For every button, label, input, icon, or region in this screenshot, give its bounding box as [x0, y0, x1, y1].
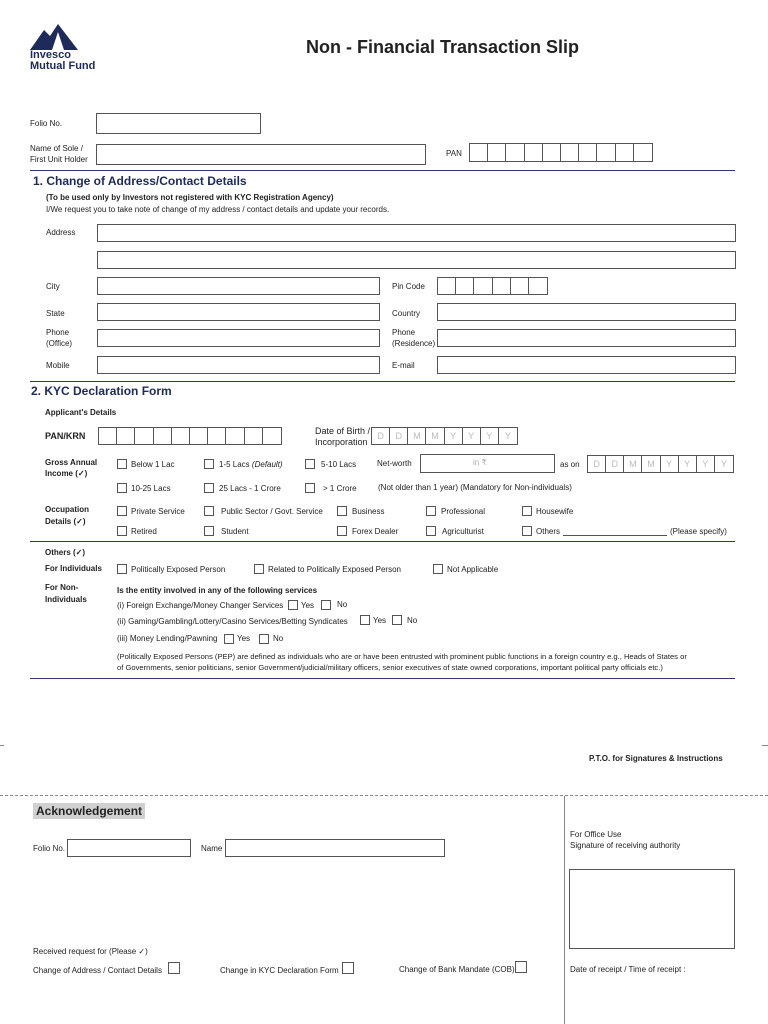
q1-no-checkbox[interactable]	[321, 600, 331, 610]
q2-label: (ii) Gaming/Gambling/Lottery/Casino Services/Betting Syndicates	[117, 617, 348, 626]
not-applicable-label: Not Applicable	[447, 565, 499, 574]
tear-off-line	[0, 795, 768, 796]
income-5-10-lacs-checkbox[interactable]	[305, 459, 315, 469]
state-field[interactable]	[97, 303, 380, 321]
ack-folio-label: Folio No.	[33, 844, 66, 853]
right-edge-mark	[762, 745, 768, 746]
ack-opt-cob-label: Change of Bank Mandate (COB)	[399, 965, 515, 974]
pep-label: Politically Exposed Person	[131, 565, 226, 574]
income-25-lacs-1-crore-checkbox[interactable]	[204, 483, 214, 493]
occ-business-checkbox[interactable]	[337, 506, 347, 516]
pep-definition-2: of Governments, senior politicians, senior Government/judicial/military officers, senior executives of state owned corporations, important political party officials etc.)	[117, 663, 663, 672]
dob-year-3: Y	[481, 428, 499, 444]
state-label: State	[46, 309, 65, 318]
occ-forex-dealer-label: Forex Dealer	[352, 527, 399, 536]
phone-residence-label-1: Phone	[392, 328, 416, 337]
networth-field[interactable]	[420, 454, 555, 473]
email-label: E-mail	[392, 361, 415, 370]
dob-month-1: M	[408, 428, 426, 444]
asof-year-3: Y	[697, 456, 715, 472]
income-1-5-lacs-checkbox[interactable]	[204, 459, 214, 469]
address-label: Address	[46, 228, 76, 237]
pan-field[interactable]	[469, 143, 653, 162]
income-label-1: Gross Annual	[45, 458, 98, 467]
related-pep-checkbox[interactable]	[254, 564, 264, 574]
income-below-1-lac-checkbox[interactable]	[117, 459, 127, 469]
asof-month-2: M	[642, 456, 660, 472]
others-label: Others (✓)	[45, 548, 86, 557]
ack-opt-cob-checkbox[interactable]	[515, 961, 527, 973]
phone-residence-label-2: (Residence)	[392, 339, 436, 348]
ack-opt-kyc-label: Change in KYC Declaration Form	[220, 966, 339, 975]
phone-office-label-1: Phone	[46, 328, 70, 337]
income-above-1-crore-checkbox[interactable]	[305, 483, 315, 493]
ack-folio-field[interactable]	[67, 839, 191, 857]
income-25-lacs-1-crore-label: 25 Lacs - 1 Crore	[219, 484, 281, 493]
section2-bottom-rule	[30, 678, 735, 679]
q1-yes-label: Yes	[301, 601, 315, 610]
asof-day-2: D	[606, 456, 624, 472]
occ-student-label: Student	[221, 527, 249, 536]
email-field[interactable]	[437, 356, 736, 374]
income-label-2: Income (✓)	[45, 469, 88, 478]
dob-month-2: M	[426, 428, 444, 444]
q1-yes-checkbox[interactable]	[288, 600, 298, 610]
mobile-field[interactable]	[97, 356, 380, 374]
pan-krn-field[interactable]	[98, 427, 282, 445]
occ-others-label: Others	[536, 527, 561, 536]
dob-day-1: D	[372, 428, 390, 444]
holder-name-field[interactable]	[96, 144, 426, 165]
address-line2-field[interactable]	[97, 251, 736, 269]
pin-field[interactable]	[437, 277, 548, 295]
income-1-5-lacs-label: 1-5 Lacs (Default)	[219, 460, 283, 469]
pep-definition-1: (Politically Exposed Persons (PEP) are defined as individuals who are or have been entrusted with prominent public functions in a foreign country e.g., Heads of States or	[117, 652, 687, 661]
please-specify-label: (Please specify)	[670, 527, 727, 536]
phone-office-field[interactable]	[97, 329, 380, 347]
occ-student-checkbox[interactable]	[204, 526, 214, 536]
default-tag: (Default)	[251, 460, 283, 469]
brand-name-line2: Mutual Fund	[30, 60, 96, 72]
pan-label: PAN	[446, 149, 462, 158]
income-10-25-lacs-label: 10-25 Lacs	[131, 484, 171, 493]
for-individuals-label: For Individuals	[45, 564, 102, 573]
asof-day-1: D	[588, 456, 606, 472]
q1-no-label: No	[337, 600, 348, 609]
occ-retired-label: Retired	[131, 527, 157, 536]
office-use-label: For Office Use	[570, 830, 622, 839]
city-label: City	[46, 282, 60, 291]
q2-yes-label: Yes	[373, 616, 387, 625]
pin-label: Pin Code	[392, 282, 425, 291]
q3-no-checkbox[interactable]	[259, 634, 269, 644]
date-of-receipt-label: Date of receipt / Time of receipt :	[570, 965, 686, 974]
entity-question: Is the entity involved in any of the following services	[117, 586, 318, 595]
pep-checkbox[interactable]	[117, 564, 127, 574]
ack-received-label: Received request for (Please ✓)	[33, 947, 148, 956]
others-divider	[30, 541, 735, 542]
for-non-individuals-label-1: For Non-	[45, 583, 79, 592]
networth-placeholder: in ₹	[473, 458, 487, 467]
income-10-25-lacs-checkbox[interactable]	[117, 483, 127, 493]
income-below-1-lac-label: Below 1 Lac	[131, 460, 175, 469]
income-above-1-crore-label: > 1 Crore	[323, 484, 357, 493]
dob-year-4: Y	[504, 431, 511, 441]
section1-top-rule	[30, 170, 735, 171]
networth-label: Net-worth	[377, 459, 412, 468]
networth-date-field[interactable]	[587, 455, 734, 473]
q1-label: (i) Foreign Exchange/Money Changer Services	[117, 601, 284, 610]
asof-month-1: M	[624, 456, 642, 472]
q3-no-label: No	[273, 634, 284, 643]
occ-agriculturist-checkbox[interactable]	[426, 526, 436, 536]
occupation-label-1: Occupation	[45, 505, 90, 514]
not-applicable-checkbox[interactable]	[433, 564, 443, 574]
occ-forex-dealer-checkbox[interactable]	[337, 526, 347, 536]
country-label: Country	[392, 309, 421, 318]
dob-label-1: Date of Birth /	[315, 426, 371, 436]
pto-note: P.T.O. for Signatures & Instructions	[589, 754, 723, 763]
folio-label: Folio No.	[30, 119, 63, 128]
dob-year-1: Y	[445, 428, 463, 444]
signature-box[interactable]	[569, 869, 735, 949]
occupation-label-2: Details (✓)	[45, 517, 86, 526]
q2-yes-checkbox[interactable]	[360, 615, 370, 625]
income-5-10-lacs-label: 5-10 Lacs	[321, 460, 357, 469]
dob-field[interactable]	[371, 427, 518, 445]
ack-title: Acknowledgement	[33, 803, 145, 819]
occ-business-label: Business	[352, 507, 385, 516]
phone-residence-field[interactable]	[437, 329, 736, 347]
section1-note: (To be used only by Investors not registered with KYC Registration Agency)	[46, 193, 334, 202]
occ-public-sector-label: Public Sector / Govt. Service	[221, 507, 323, 516]
applicant-details-label: Applicant's Details	[45, 408, 117, 417]
country-field[interactable]	[437, 303, 736, 321]
occ-retired-checkbox[interactable]	[117, 526, 127, 536]
q3-yes-label: Yes	[237, 634, 251, 643]
occ-professional-label: Professional	[441, 507, 486, 516]
section1-title: 1. Change of Address/Contact Details	[33, 174, 247, 188]
q3-label: (iii) Money Lending/Pawning	[117, 634, 218, 643]
mountain-logo-icon	[30, 24, 78, 50]
ack-opt-address-checkbox[interactable]	[168, 962, 180, 974]
q2-no-checkbox[interactable]	[392, 615, 402, 625]
related-pep-label: Related to Politically Exposed Person	[268, 565, 401, 574]
occ-housewife-checkbox[interactable]	[522, 506, 532, 516]
networth-note: (Not older than 1 year) (Mandatory for Non-individuals)	[378, 483, 572, 492]
ack-opt-address-label: Change of Address / Contact Details	[33, 966, 162, 975]
asof-year-4: Y	[720, 459, 727, 469]
holder-name-label-1: Name of Sole /	[30, 144, 83, 153]
ack-opt-kyc-checkbox[interactable]	[342, 962, 354, 974]
occ-private-service-label: Private Service	[131, 507, 185, 516]
occ-agriculturist-label: Agriculturist	[442, 527, 484, 536]
ack-name-field[interactable]	[225, 839, 445, 857]
occ-housewife-label: Housewife	[536, 507, 574, 516]
occ-public-sector-checkbox[interactable]	[204, 506, 214, 516]
phone-office-label-2: (Office)	[46, 339, 73, 348]
holder-name-label-2: First Unit Holder	[30, 155, 88, 164]
section1-request: I/We request you to take note of change of my address / contact details and update your records.	[46, 205, 390, 214]
left-edge-mark	[0, 745, 4, 746]
pan-krn-label: PAN/KRN	[45, 431, 86, 441]
address-line1-field[interactable]	[97, 224, 736, 242]
occ-others-specify-line[interactable]	[563, 535, 667, 536]
dob-year-2: Y	[463, 428, 481, 444]
mobile-label: Mobile	[46, 361, 70, 370]
as-on-label: as on	[560, 460, 580, 469]
brand-name-line1: Invesco	[30, 49, 71, 61]
asof-year-1: Y	[661, 456, 679, 472]
section2-top-rule	[30, 381, 735, 382]
occ-professional-checkbox[interactable]	[426, 506, 436, 516]
page-title: Non - Financial Transaction Slip	[306, 37, 580, 57]
brand-logo	[30, 24, 110, 74]
signature-authority-label: Signature of receiving authority	[570, 841, 681, 850]
folio-field[interactable]	[96, 113, 261, 134]
dob-day-2: D	[390, 428, 408, 444]
ack-vertical-divider	[564, 796, 565, 1024]
ack-name-label: Name	[201, 844, 223, 853]
asof-year-2: Y	[679, 456, 697, 472]
dob-label-2: Incorporation	[315, 437, 368, 447]
q3-yes-checkbox[interactable]	[224, 634, 234, 644]
occ-private-service-checkbox[interactable]	[117, 506, 127, 516]
q2-no-label: No	[407, 616, 418, 625]
for-non-individuals-label-2: Individuals	[45, 595, 87, 604]
occ-others-checkbox[interactable]	[522, 526, 532, 536]
city-field[interactable]	[97, 277, 380, 295]
section2-title: 2. KYC Declaration Form	[31, 384, 172, 398]
